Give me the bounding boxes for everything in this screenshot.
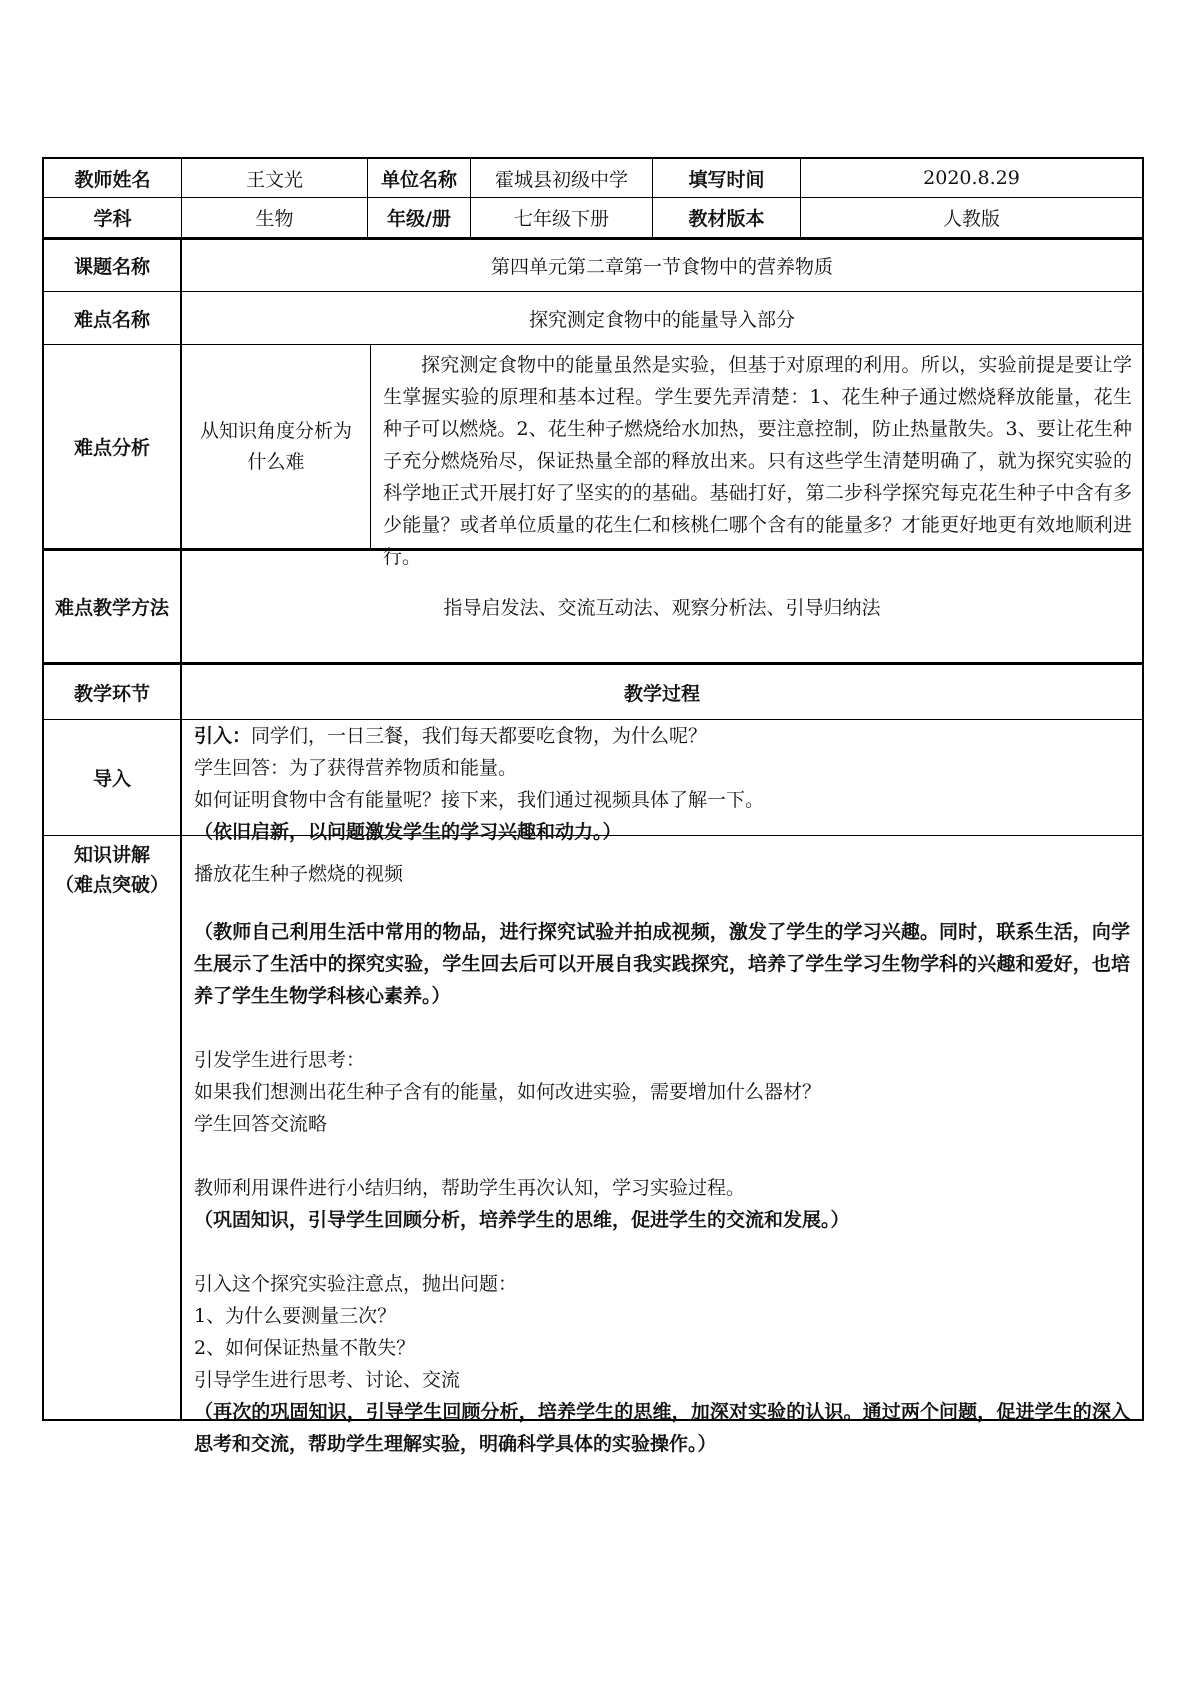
difficulty-row xyxy=(44,292,1142,345)
edition-value: 人教版 xyxy=(942,208,1000,230)
knowledge-label xyxy=(44,836,182,1419)
intro-line-2: 学生回答：为了获得营养物质和能量。 xyxy=(194,757,518,779)
intro-content xyxy=(182,720,1142,843)
knowledge-think-line-1: 引发学生进行思考： xyxy=(194,1049,366,1071)
knowledge-video-line: 播放花生种子燃烧的视频 xyxy=(194,863,404,885)
topic-value: 第四单元第二章第一节食物中的营养物质 xyxy=(490,256,833,278)
process-header-row xyxy=(44,663,1142,720)
knowledge-note-1: （教师自己利用生活中常用的物品，进行探究试验并拍成视频，激发了学生的学习兴趣。同时，联系生活，向学生展示了生活中的探究实验，学生回去后可以开展自我实践探究，培养了学生学习生物学科的兴趣和爱好，也培养了学生生物学科核心素养。） xyxy=(194,921,1130,1007)
intro-line-1 xyxy=(194,720,1130,752)
process-title: 教学过程 xyxy=(623,682,700,705)
knowledge-think-line-3: 学生回答交流略 xyxy=(194,1113,328,1135)
grade-label: 年级/册 xyxy=(368,198,471,237)
knowledge-question-2: 2、如何保证热量不散失？ xyxy=(194,1337,416,1359)
method-value: 指导启发法、交流互动法、观察分析法、引导归纳法 xyxy=(443,597,881,619)
knowledge-note-3: （再次的巩固知识，引导学生回顾分析，培养学生的思维，加深对实验的认识。通过两个问题，促进学生的深入思考和交流，帮助学生理解实验，明确科学具体的实验操作。） xyxy=(194,1401,1130,1455)
intro-row xyxy=(44,720,1142,843)
analysis-sub-label: 从知识角度分析为什么难 xyxy=(182,345,371,548)
subject-value: 生物 xyxy=(182,198,368,237)
date-label: 填写时间 xyxy=(653,159,801,197)
intro-label: 导入 xyxy=(44,720,182,835)
knowledge-question-intro: 引入这个探究实验注意点，抛出问题： xyxy=(194,1273,518,1295)
subject-label: 学科 xyxy=(44,198,182,237)
grade-value: 七年级下册 xyxy=(471,198,653,237)
knowledge-summary-line: 教师利用课件进行小结归纳，帮助学生再次认知，学习实验过程。 xyxy=(194,1177,746,1199)
knowledge-discussion-line: 引导学生进行思考、讨论、交流 xyxy=(194,1369,461,1391)
teacher-name-label: 教师姓名 xyxy=(44,159,182,197)
teacher-name-value: 王文光 xyxy=(182,159,368,197)
knowledge-content xyxy=(182,836,1142,1455)
knowledge-label-line-1: 知识讲解 xyxy=(73,844,150,866)
knowledge-label-line-2: （难点突破） xyxy=(54,874,169,896)
info-row-2 xyxy=(44,198,1142,238)
lesson-plan-table xyxy=(42,157,1144,1455)
analysis-label: 难点分析 xyxy=(44,345,182,548)
method-row xyxy=(44,549,1142,663)
knowledge-think-line-2: 如果我们想测出花生种子含有的能量，如何改进实验，需要增加什么器材？ xyxy=(194,1081,822,1103)
intro-line-3: 如何证明食物中含有能量呢？接下来，我们通过视频具体了解一下。 xyxy=(194,789,765,811)
unit-name-label: 单位名称 xyxy=(368,159,471,197)
method-label: 难点教学方法 xyxy=(44,551,182,662)
intro-prefix: 引入： xyxy=(194,725,252,747)
date-value: 2020.8.29 xyxy=(923,167,1020,189)
knowledge-note-2: （巩固知识，引导学生回顾分析，培养学生的思维，促进学生的交流和发展。） xyxy=(194,1209,850,1231)
unit-name-value: 霍城县初级中学 xyxy=(471,159,653,197)
analysis-row xyxy=(44,345,1142,568)
intro-line-1-text: 同学们，一日三餐，我们每天都要吃食物，为什么呢？ xyxy=(251,725,708,747)
process-stage-label: 教学环节 xyxy=(44,665,182,719)
topic-row xyxy=(44,238,1142,292)
knowledge-row xyxy=(44,836,1142,1455)
topic-label: 课题名称 xyxy=(44,240,182,291)
knowledge-question-1: 1、为什么要测量三次？ xyxy=(194,1305,397,1327)
info-row-1 xyxy=(44,159,1142,198)
difficulty-label: 难点名称 xyxy=(44,292,182,344)
difficulty-value: 探究测定食物中的能量导入部分 xyxy=(528,308,795,331)
analysis-text: 探究测定食物中的能量虽然是实验，但基于对原理的利用。所以，实验前提是要让学生掌握实验的原理和基本过程。学生要先弄清楚：1、花生种子通过燃烧释放能量，花生种子可以燃烧。2、花生种子燃烧给水加热，要注意控制，防止热量散失。3、要让花生种子充分燃烧殆尽，保证热量全部的释放出来。只有这些学生清楚明确了，就为探究实验的科学地正式开展打好了坚实的的基础。基础打好，第二步科学探究每克花生种子中含有多少能量？或者单位质量的花生仁和核桃仁哪个含有的能量多？才能更好地更有效地顺利进行。 xyxy=(383,354,1132,568)
analysis-text-cell xyxy=(371,345,1142,568)
intro-line-4: （依旧启新，以问题激发学生的学习兴趣和动力。） xyxy=(194,821,622,843)
edition-label: 教材版本 xyxy=(653,198,801,237)
